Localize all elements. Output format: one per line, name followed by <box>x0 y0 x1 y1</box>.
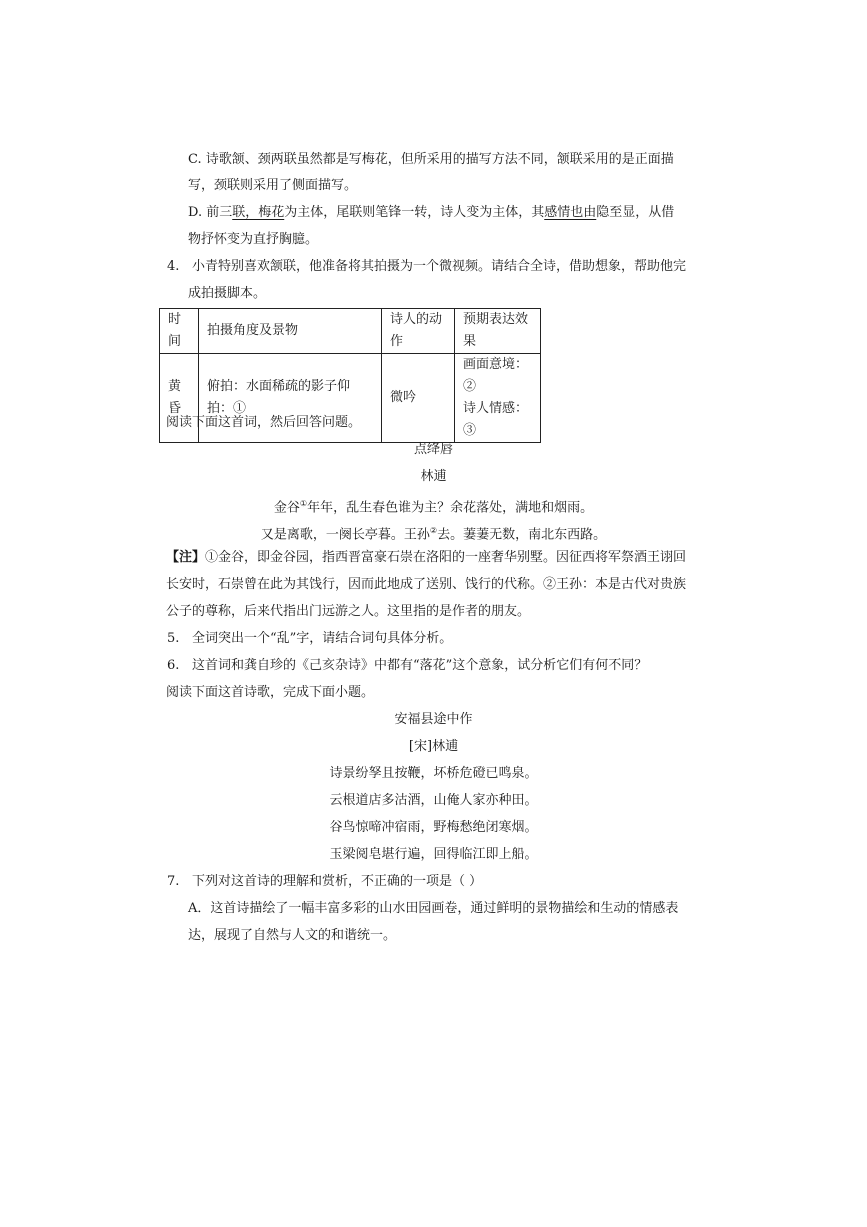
option-a-line2: 达，展现了自然与人文的和谐统一。 <box>188 928 397 943</box>
poem2-title: 安福县途中作 <box>394 712 473 727</box>
option-d-line1 <box>188 204 674 222</box>
poem1-author: 林逋 <box>420 469 447 484</box>
cell-effect <box>455 354 541 443</box>
poem2-line4: 玉梁阅皂堪行遍，回得临江即上船。 <box>329 847 538 862</box>
cell-action: 微吟 <box>382 354 455 443</box>
poem2-line1: 诗景纷孥且按鞭，坏桥危磴已鸣泉。 <box>329 766 538 781</box>
poem1-line2-post: 去。萋萋无数，南北东西路。 <box>437 527 607 543</box>
question-7-number: 7. <box>167 874 180 889</box>
poem2-line3: 谷鸟惊啼冲宿雨，野梅愁绝闭寒烟。 <box>329 820 538 835</box>
option-c-line1: C. 诗歌颔、颈两联虽然都是写梅花，但所采用的描写方法不同，颔联采用的是正面描 <box>188 152 674 167</box>
option-a-line1: A．这首诗描绘了一幅丰富多彩的山水田园画卷，通过鲜明的景物描绘和生动的情感表 <box>188 901 679 916</box>
reading-intro-2: 阅读下面这首诗歌，完成下面小题。 <box>166 685 375 700</box>
question-4-line1: 小青特别喜欢颔联，他准备将其拍摄为一个微视频。请结合全诗，借助想象，帮助他完 <box>192 259 687 274</box>
note-label: 【注】 <box>166 550 206 565</box>
poem1-line1-pre: 金谷 <box>273 500 300 516</box>
note-line1 <box>166 549 686 567</box>
question-6-number: 6. <box>167 658 180 673</box>
footnote-ref-1: ① <box>299 499 308 508</box>
poem1-line1 <box>0 495 867 517</box>
question-4-number: 4. <box>167 259 180 274</box>
option-d-post: 隐至显，从借 <box>596 205 675 220</box>
poem2-line2: 云根道店多沽酒，山俺人家亦种田。 <box>329 793 538 808</box>
footnote-ref-2: ② <box>429 526 438 535</box>
header-effect: 预期表达效果 <box>455 309 541 354</box>
poem1-line2 <box>0 522 867 544</box>
option-d-underline2: 感情也由 <box>544 205 597 220</box>
option-d-underline1: 联，梅花 <box>232 205 285 220</box>
option-d-line2: 物抒怀变为直抒胸臆。 <box>188 232 319 247</box>
header-time: 时间 <box>160 309 199 354</box>
question-5-number: 5. <box>167 631 180 646</box>
poem1-title: 点绛唇 <box>413 442 453 457</box>
question-6-text: 这首词和龚自珍的《己亥杂诗》中都有“落花”这个意象，试分析它们有何不同？ <box>192 658 648 673</box>
cell-effect-line1: 画面意境：② <box>463 357 529 394</box>
header-angle: 拍摄角度及景物 <box>199 309 382 354</box>
cell-effect-line2: 诗人情感：③ <box>463 401 529 438</box>
question-4-line2: 成拍摄脚本。 <box>188 286 267 301</box>
cell-angle: 俯拍：水面稀疏的影子仰拍：① <box>199 354 382 443</box>
note-line2: 长安时，石崇曾在此为其饯行，因而此地成了送别、饯行的代称。②王孙：本是古代对贵族 <box>166 577 687 592</box>
question-7-text: 下列对这首诗的理解和赏析，不正确的一项是（ ） <box>192 874 483 889</box>
poem1-line2-pre: 又是离歌，一阕长亭暮。王孙 <box>260 527 430 543</box>
option-d-mid: 为主体，尾联则笔锋一转，诗人变为主体，其 <box>284 205 545 220</box>
header-action: 诗人的动作 <box>382 309 455 354</box>
poem2-author: [宋]林逋 <box>408 739 459 754</box>
table-header-row <box>160 309 541 354</box>
poem1-line1-post: 年年，乱生春色谁为主？余花落处，满地和烟雨。 <box>307 500 594 516</box>
reading-intro-1: 阅读下面这首词，然后回答问题。 <box>166 415 362 430</box>
note-line3: 公子的尊称，后来代指出门远游之人。这里指的是作者的朋友。 <box>166 604 531 619</box>
option-c-line2: 写，颈联则采用了侧面描写。 <box>188 178 358 193</box>
option-d-pre: D. 前三 <box>188 205 233 220</box>
question-5-text: 全词突出一个“乱”字，请结合词句具体分析。 <box>192 631 453 646</box>
note-line1-text: ①金谷，即金谷园，指西晋富豪石崇在洛阳的一座奢华别墅。因征西将军祭酒王诩回 <box>205 550 687 565</box>
cell-time: 黄昏 <box>160 354 199 443</box>
